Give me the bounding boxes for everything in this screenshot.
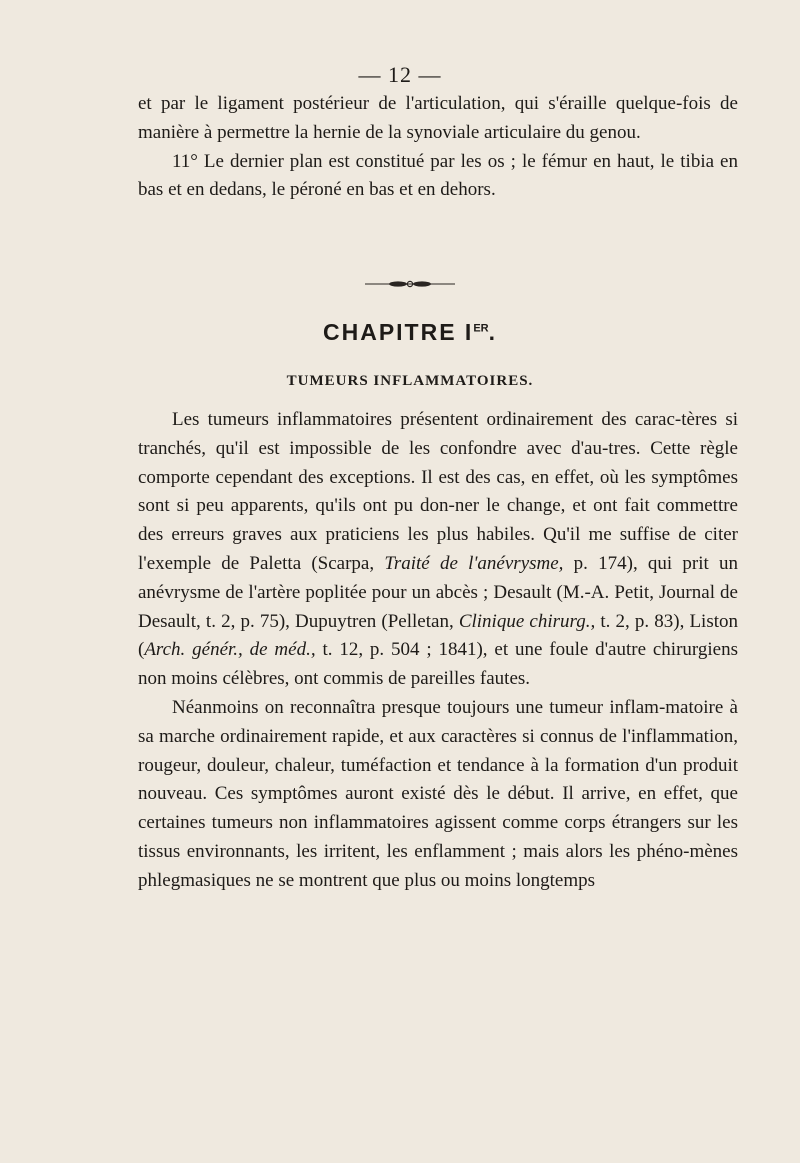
citation-title: Clinique chirurg., bbox=[458, 610, 596, 632]
citation-title: Arch. génér., de méd., bbox=[144, 639, 316, 661]
section-ornament bbox=[365, 280, 455, 288]
chapter-title-text: CHAPITRE I bbox=[322, 319, 474, 345]
chapter-title-period: . bbox=[488, 319, 497, 345]
body-paragraph-1 bbox=[138, 406, 738, 694]
intro-paragraph-2: 11° Le dernier plan est constitué par les os ; le fémur en haut, le tibia en bas et en dedans, le péroné en bas et en dehors. bbox=[138, 150, 738, 201]
chapter-title bbox=[0, 319, 800, 346]
body-paragraph-2: Néanmoins on reconnaîtra presque toujours une tumeur inflam-matoire à sa marche ordinairement rapide, et aux caractères si connus de l'inflammation, rougeur, douleur, chaleur, tuméfaction et tendance à la formation d'un produit nouveau. Ces symptômes auront existé dès le début. Il arrive, en effet, que certaines tumeurs non inflammatoires agissent comme corps étrangers sur les tissus environnants, les irritent, les enflamment ; mais alors les phéno-mènes phlegmasiques ne se montrent que plus ou moins longtemps bbox=[138, 696, 738, 891]
chapter-body bbox=[138, 406, 738, 896]
chapter-title-superscript: ER bbox=[473, 322, 489, 335]
body-text: t. 2, p. 83), Liston ( bbox=[138, 610, 738, 661]
body-text: p. 174), qui prit un anévrysme de l'artère poplitée pour un abcès ; Desault (M.-A. Petit, Journal de Desault, t. 2, p. 75), Dupuytren (Pelletan, bbox=[138, 552, 739, 632]
page-number: — 12 — bbox=[358, 62, 442, 87]
section-title: TUMEURS INFLAMMATOIRES. bbox=[286, 373, 534, 389]
citation-title: Traité de l'anévrysme, bbox=[384, 552, 564, 574]
body-text: Les tumeurs inflammatoires présentent ordinairement des carac-tères si tranchés, qu'il est impossible de les confondre avec d'au-tres. Cette règle comporte cependant des exceptions. Il est des cas, en effet, où les symptômes sont si peu apparents, qu'ils ont pu don-ner le change, et ont fait commettre des erreurs graves aux praticiens les plus habiles. Qu'il me suffise de citer l'exemple de Paletta (Scarpa, bbox=[138, 409, 738, 574]
intro-paragraph-1: et par le ligament postérieur de l'articulation, qui s'éraille quelque-fois de manière à permettre la hernie de la synoviale articulaire du genou. bbox=[138, 93, 738, 143]
intro-text bbox=[138, 90, 738, 205]
body-text: t. 12, p. 504 ; 1841), et une foule d'autre chirurgiens non moins célèbres, ont commis de pareilles fautes. bbox=[138, 639, 738, 690]
